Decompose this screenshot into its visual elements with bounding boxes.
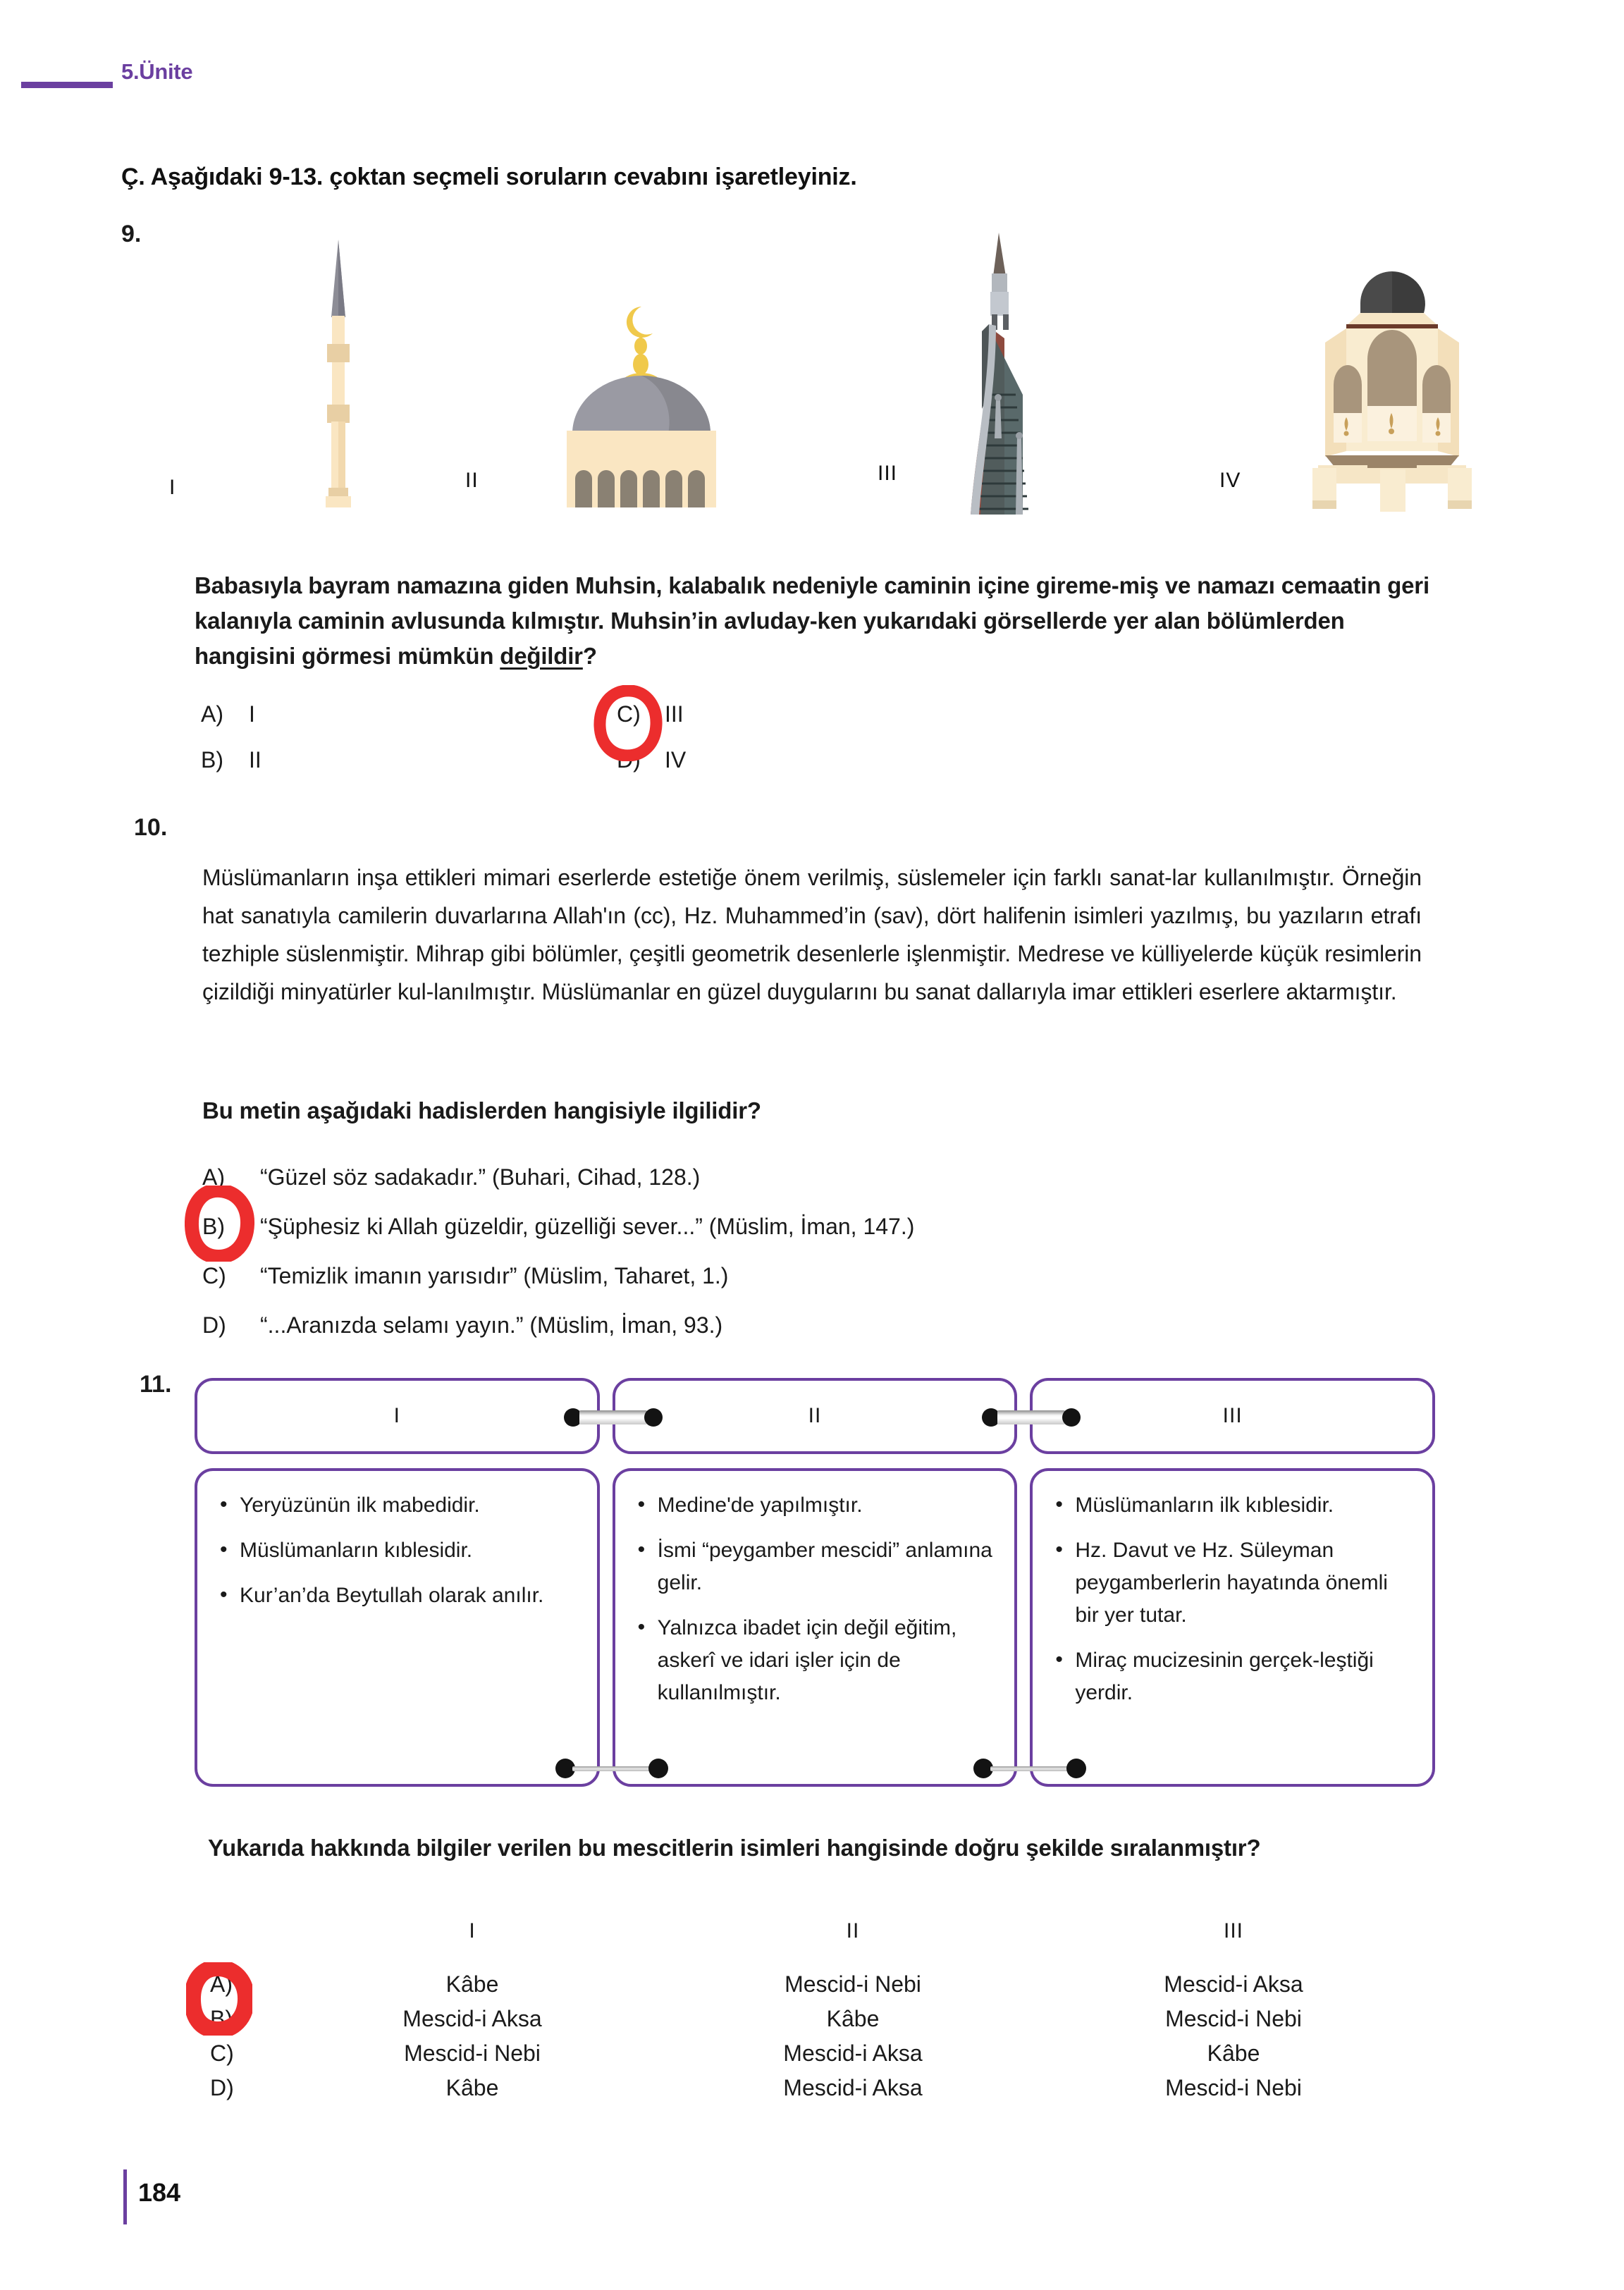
- q11-option-a-col1: Kâbe: [445, 1971, 499, 1997]
- q11-option-d-col2: Mescid-i Aksa: [783, 2075, 923, 2100]
- diagram-box-I: [195, 1468, 600, 1787]
- list-item: • Kur’an’da Beytullah olarak anılır.: [219, 1580, 579, 1612]
- q11-option-b-col1: Mescid-i Aksa: [402, 2006, 542, 2031]
- q10-option-d-key: D): [202, 1312, 226, 1338]
- question-10-paragraph: Müslümanların inşa ettikleri mimari eserlerde estetiğe önem verilmiş, süslemeler için farklı sanat-lar kullanılmıştır. Örneğin hat sanatıyla camilerin duvarlarına Allah'ın (cc), Hz. Muhammed’in (sav), dört halifenin isimleri yazılmış, bu yazıların etrafı tezhiple süslenmiştir. Mihrap gibi bölümler, çeşitli geometrik desenlerle işlenmiştir. Medrese ve külliyelerde küçük resimlerin çizildiği minyatürler kul-lanılmıştır. Müslümanlar en güzel duygularını bu sanat dallarıyla imar ettikleri eserlere aktarmıştır.: [202, 865, 1422, 1004]
- q11-option-c-col2: Mescid-i Aksa: [783, 2040, 923, 2066]
- q10-option-b[interactable]: [202, 1202, 1401, 1251]
- connector-dot: [1066, 1759, 1086, 1778]
- q10-option-a[interactable]: [202, 1152, 1401, 1202]
- diagram-header-I: I: [195, 1378, 600, 1454]
- q9-option-c[interactable]: [617, 701, 684, 727]
- figure-minbar: [878, 233, 1054, 507]
- question-9-figures: [127, 233, 1480, 515]
- question-11-diagram: [195, 1378, 1435, 1787]
- header-rule: [21, 82, 113, 88]
- question-9-number: 9.: [121, 221, 142, 247]
- diagram-body-row: [195, 1468, 1435, 1787]
- unit-label: 5.Ünite: [121, 59, 193, 84]
- q10-option-a-key: A): [202, 1164, 225, 1190]
- figure-label-II: II: [465, 469, 479, 492]
- figure-sadirvan: [1219, 254, 1480, 507]
- q9-option-d[interactable]: [617, 747, 686, 773]
- connector-bar: [990, 1766, 1069, 1771]
- q9-text-qmark: ?: [582, 643, 597, 669]
- diagram-header-II: II: [613, 1378, 1018, 1454]
- q10-option-b-key: B): [202, 1214, 225, 1239]
- q11-option-c-col3: Kâbe: [1207, 2040, 1260, 2066]
- q9-option-a[interactable]: [201, 701, 255, 727]
- q10-option-c-text: “Temizlik imanın yarısıdır” (Müslim, Taharet, 1.): [260, 1263, 729, 1288]
- question-10-options: [202, 1152, 1401, 1350]
- table-row[interactable]: [197, 2071, 1424, 2105]
- figure-label-I: I: [169, 476, 176, 499]
- question-10-number: 10.: [134, 814, 168, 841]
- figure-minaret: [169, 240, 367, 507]
- connector-pin-top-right: [982, 1408, 1081, 1427]
- q11-option-d-col1: Kâbe: [445, 2075, 499, 2100]
- connector-pin-bottom-right: [973, 1759, 1086, 1778]
- question-11-answer-table: [197, 1919, 1424, 2105]
- connector-dot: [648, 1759, 668, 1778]
- table-header-blank: [197, 1919, 282, 1967]
- q11-option-d-col3: Mescid-i Nebi: [1165, 2075, 1302, 2100]
- connector-pin-top-left: [564, 1408, 663, 1427]
- q11-option-a-key: A): [210, 1971, 233, 1997]
- list-item: • Müslümanların ilk kıblesidir.: [1054, 1489, 1414, 1522]
- q11-option-a-col2: Mescid-i Nebi: [785, 1971, 921, 1997]
- table-row[interactable]: [197, 2036, 1424, 2071]
- q11-option-b-col2: Kâbe: [826, 2006, 880, 2031]
- section-instruction: Ç. Aşağıdaki 9-13. çoktan seçmeli soruların cevabını işaretleyiniz.: [121, 164, 857, 190]
- q11-option-c-key: C): [210, 2040, 234, 2066]
- list-item: • İsmi “peygamber mescidi” anlamına gelir.: [636, 1534, 997, 1599]
- table-header-II: II: [846, 1919, 860, 1943]
- footer-rule: [123, 2169, 127, 2224]
- list-item: • Müslümanların kıblesidir.: [219, 1534, 579, 1567]
- list-item: • Yeryüzünün ilk mabedidir.: [219, 1489, 579, 1522]
- table-header-III: III: [1223, 1919, 1243, 1943]
- q9-text-main: Babasıyla bayram namazına giden Muhsin, kalabalık nedeniyle caminin içine gireme-miş ve namazı cemaatin geri kalanıyla caminin avlusunda kılmıştır. Muhsin’in avluday-ken yukarıdaki görsellerde yer alan bölümlerden hangisini görmesi müm: [195, 572, 1429, 669]
- page-header: [0, 55, 1624, 97]
- question-10-stem: Bu metin aşağıdaki hadislerden hangisiyle ilgilidir?: [202, 1097, 761, 1124]
- page-number: 184: [138, 2178, 181, 2207]
- question-11-stem: Yukarıda hakkında bilgiler verilen bu mescitlerin isimleri hangisinde doğru şekilde sıralanmıştır?: [208, 1835, 1261, 1861]
- q10-option-c-key: C): [202, 1263, 226, 1288]
- connector-bar: [572, 1766, 651, 1771]
- table-row[interactable]: [197, 1967, 1424, 2002]
- q10-option-d-text: “...Aranızda selamı yayın.” (Müslim, İman, 93.): [260, 1312, 723, 1338]
- diagram-box-II: [613, 1468, 1018, 1787]
- q10-option-d[interactable]: [202, 1300, 1401, 1350]
- q11-option-d-key: D): [210, 2075, 234, 2100]
- q11-option-b-col3: Mescid-i Nebi: [1165, 2006, 1302, 2031]
- q11-option-a-col3: Mescid-i Aksa: [1164, 1971, 1303, 1997]
- connector-dot: [644, 1408, 663, 1427]
- figure-label-III: III: [878, 462, 898, 485]
- q10-option-a-text: “Güzel söz sadakadır.” (Buhari, Cihad, 128.): [260, 1164, 701, 1190]
- q9-option-d-text: IV: [665, 747, 687, 772]
- q11-option-b-key: B): [210, 2006, 233, 2031]
- q9-option-b[interactable]: [201, 747, 262, 773]
- table-header-I: I: [469, 1919, 476, 1943]
- q9-option-a-text: I: [249, 701, 255, 727]
- q9-text-tail: kün: [453, 643, 500, 669]
- table-header-row: [197, 1919, 1424, 1967]
- connector-bar: [997, 1410, 1065, 1424]
- q10-option-c[interactable]: [202, 1251, 1401, 1300]
- figure-dome: [465, 300, 747, 507]
- question-11-number: 11.: [140, 1371, 172, 1398]
- q9-option-b-text: II: [249, 747, 262, 772]
- connector-bar: [579, 1410, 647, 1424]
- figure-label-IV: IV: [1219, 469, 1241, 492]
- connector-pin-bottom-left: [555, 1759, 668, 1778]
- diagram-header-III: III: [1030, 1378, 1435, 1454]
- q10-option-b-text: “Şüphesiz ki Allah güzeldir, güzelliği sever...” (Müslim, İman, 147.): [260, 1214, 915, 1239]
- q9-option-c-key: C): [617, 701, 641, 727]
- q9-option-c-text: III: [665, 701, 684, 727]
- q9-option-b-key: B): [201, 747, 223, 772]
- list-item: • Hz. Davut ve Hz. Süleyman peygamberlerin hayatında önemli bir yer tutar.: [1054, 1534, 1414, 1632]
- q9-option-a-key: A): [201, 701, 223, 727]
- q9-text-underlined: değildir: [500, 643, 583, 669]
- list-item: • Miraç mucizesinin gerçek-leştiği yerdir.: [1054, 1644, 1414, 1709]
- diagram-header-row: [195, 1378, 1435, 1454]
- diagram-box-III: [1030, 1468, 1435, 1787]
- question-9-body: [195, 568, 1435, 674]
- table-row[interactable]: [197, 2002, 1424, 2036]
- q11-option-c-col1: Mescid-i Nebi: [404, 2040, 541, 2066]
- list-item: • Medine'de yapılmıştır.: [636, 1489, 997, 1522]
- list-item: • Yalnızca ibadet için değil eğitim, askerî ve idari işler için de kullanılmıştır.: [636, 1612, 997, 1709]
- connector-dot: [1062, 1408, 1081, 1427]
- q9-option-d-key: D): [617, 747, 641, 772]
